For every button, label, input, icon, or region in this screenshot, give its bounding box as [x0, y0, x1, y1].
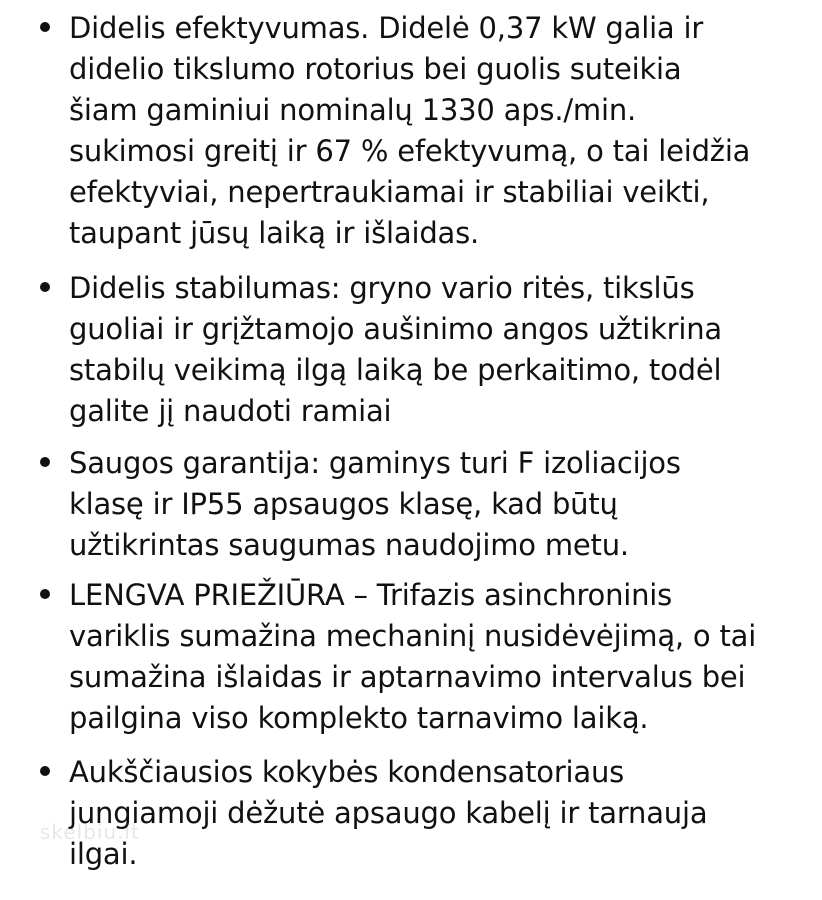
bullet-dot-icon	[40, 457, 50, 467]
bullet-text: Didelis stabilumas: gryno vario ritės, tikslūs guoliai ir grįžtamojo aušinimo angos užtikrina stabilų veikimą ilgą laiką be perkaitimo, todėl galite jį naudoti ramiai	[69, 271, 722, 428]
bullet-dot-icon	[40, 22, 50, 32]
bullet-dot-icon	[40, 282, 50, 292]
bullet-dot-icon	[40, 589, 50, 599]
bullet-text: Didelis efektyvumas. Didelė 0,37 kW galia ir didelio tikslumo rotorius bei guolis suteikia šiam gaminiui nominalų 1330 aps./min. sukimosi greitį ir 67 % efektyvumą, o tai leidžia efektyviai, nepertraukiamai ir stabiliai veikti, taupant jūsų laiką ir išlaidas.	[69, 11, 751, 250]
bullet-dot-icon	[40, 766, 50, 776]
watermark: skelbiu.lt	[40, 820, 140, 844]
bullet-text: Saugos garantija: gaminys turi F izoliacijos klasę ir IP55 apsaugos klasę, kad būtų užtikrintas saugumas naudojimo metu.	[69, 446, 681, 562]
bullet-text: LENGVA PRIEŽIŪRA – Trifazis asinchroninis variklis sumažina mechaninį nusidėvėjimą, o tai sumažina išlaidas ir aptarnavimo intervalus bei pailgina viso komplekto tarnavimo laiką.	[69, 578, 757, 735]
bullet-text: Aukščiausios kokybės kondensatoriaus jungiamoji dėžutė apsaugo kabelį ir tarnauja ilgai.	[69, 755, 708, 871]
